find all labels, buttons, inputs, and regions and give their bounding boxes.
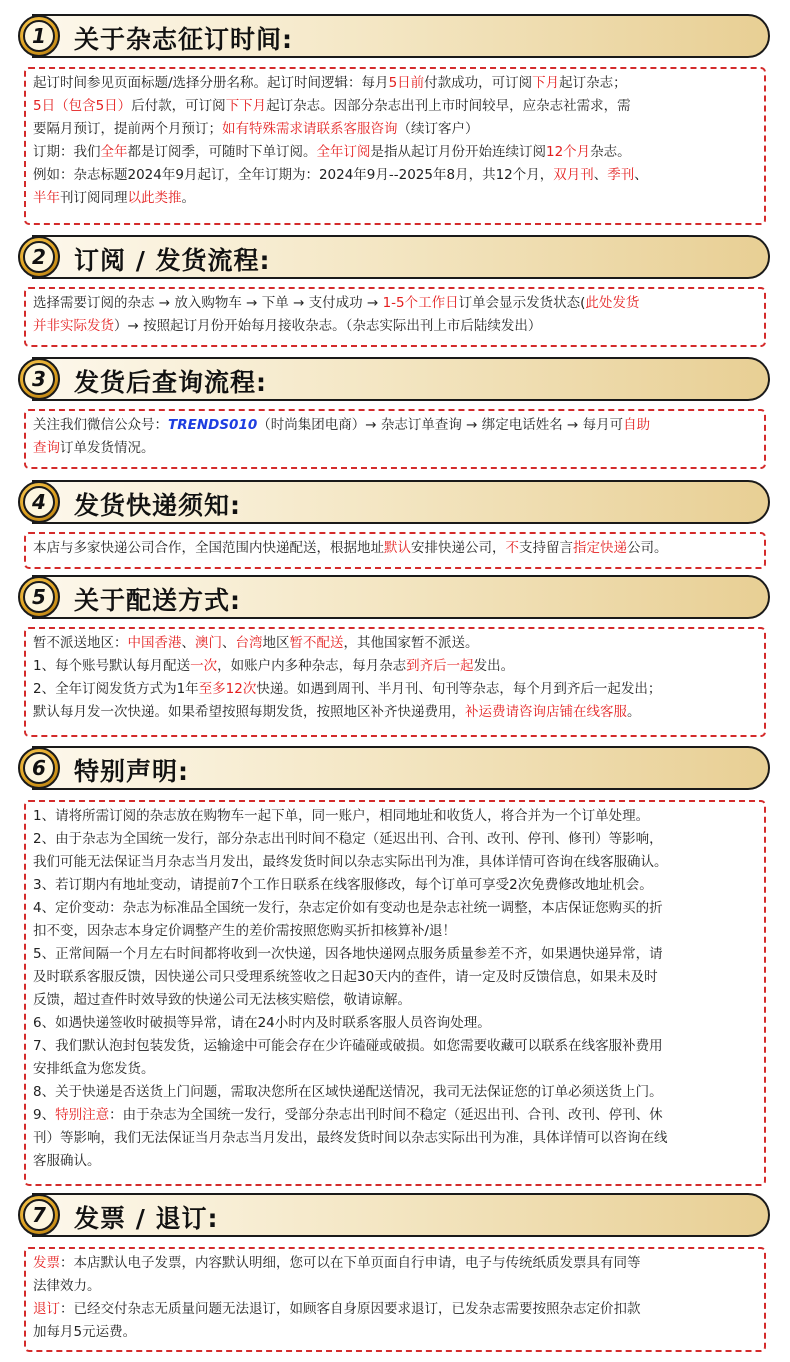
highlight-text: 季刊 [607,167,635,183]
section-header [18,746,770,790]
body-text: 选择需要订阅的杂志 → 放入购物车 → 下单 → 支付成功 → [33,295,383,311]
highlight-text: 全年订阅 [316,144,371,160]
highlight-text: 自助 [623,417,651,433]
highlight-text: 并非实际发货 [33,318,114,334]
text-line [33,678,757,701]
text-line [33,851,757,874]
text-line [33,1104,757,1127]
highlight-text: 下下月 [225,98,267,114]
highlight-text: 一次 [190,658,218,674]
wechat-account-name: TRENDS010 [168,417,258,433]
section-number: 7 [23,1199,55,1231]
highlight-text: 暂不配送 [289,635,344,651]
section-title: 发票 / 退订: [74,1204,219,1233]
section-header [18,1193,770,1237]
body-text: 4、定价变动：杂志为标准品全国统一发行，杂志定价如有变动也是杂志社统一调整，本店保证您购买的折 [33,900,663,916]
body-text: 3、若订期内有地址变动，请提前7个工作日联系在线客服修改，每个订单可享受2次免费修改地址机会。 [33,877,653,893]
text-line [33,414,757,437]
content-box [24,409,766,469]
body-text: 加每月5元运费。 [33,1324,137,1340]
body-text: 起订杂志。因部分杂志出刊上市时间较早，应杂志社需求，需 [266,98,631,114]
highlight-text: 如有特殊需求请联系客服咨询 [222,121,398,137]
section-title: 特别声明: [74,757,189,786]
body-text: 订单发货情况。 [60,440,155,456]
highlight-text: 12个月 [546,144,591,160]
body-text: 地区 [262,635,290,651]
body-text: 关注我们微信公众号： [33,417,168,433]
section-header [18,575,770,619]
text-line [33,989,757,1012]
section-header [18,357,770,401]
highlight-text: 退订 [33,1301,60,1317]
body-text: 本店与多家快递公司合作，全国范围内快递配送，根据地址 [33,540,384,556]
body-text: 7、我们默认泡封包装发货，运输途中可能会存在少许磕碰或破损。如您需要收藏可以联系在线客服补费用 [33,1038,663,1054]
body-text: 。 [181,190,195,206]
text-line [33,1012,757,1035]
highlight-text: 台湾 [235,635,263,651]
body-text: ，如账户内多种杂志，每月杂志 [217,658,407,674]
body-text: 要隔月预订，提前两个月预订； [33,121,222,137]
highlight-text: 查询 [33,440,60,456]
text-line [33,805,757,828]
text-line [33,966,757,989]
body-text: 支持留言 [519,540,573,556]
number-badge-icon [18,747,60,789]
text-line [33,1127,757,1150]
section-number: 5 [23,581,55,613]
body-text: 、 [181,635,195,651]
section-number: 3 [23,363,55,395]
text-line [33,920,757,943]
text-line [33,1081,757,1104]
text-line [33,292,757,315]
body-text: ：本店默认电子发票，内容默认明细，您可以在下单页面自行申请，电子与传统纸质发票具有同等 [60,1255,641,1271]
text-line [33,164,757,187]
body-text: 1、请将所需订阅的杂志放在购物车一起下单，同一账户，相同地址和收货人，将合并为一个订单处理。 [33,808,650,824]
text-line [33,701,757,724]
section-title: 发货快递须知: [74,491,241,520]
body-text: 2、全年订阅发货方式为1年 [33,681,199,697]
section-number: 1 [23,20,55,52]
section-title: 关于杂志征订时间: [74,25,293,54]
highlight-text: 5日（包含5日） [33,98,132,114]
body-text: 我们可能无法保证当月杂志当月发出，最终发货时间以杂志实际出刊为准，具体详情可咨询在线客服确认。 [33,854,668,870]
text-line [33,95,757,118]
text-line [33,1035,757,1058]
body-text: 客服确认。 [33,1153,101,1169]
number-badge-icon [18,236,60,278]
highlight-text: 中国香港 [127,635,182,651]
text-line [33,1252,757,1275]
text-line [33,537,757,560]
section-number: 4 [23,486,55,518]
body-text: 是指从起订月份开始连续订阅 [370,144,546,160]
body-text: 订期：我们 [33,144,101,160]
highlight-text: 默认 [384,540,411,556]
content-box [24,1247,766,1352]
text-line [33,655,757,678]
body-text: 起订杂志； [559,75,627,91]
text-line [33,1298,757,1321]
text-line [33,118,757,141]
body-text: 、 [593,167,608,183]
body-text: 。 [627,704,641,720]
number-badge-icon [18,1194,60,1236]
section-number: 2 [23,241,55,273]
body-text: 反馈，超过查件时效导致的快递公司无法核实赔偿，敬请谅解。 [33,992,411,1008]
highlight-text: 此处发货 [585,295,640,311]
body-text: 后付款，可订阅 [131,98,226,114]
body-text: 杂志。 [590,144,631,160]
text-line [33,315,757,338]
highlight-text: 5日前 [388,75,425,91]
content-box [24,67,766,225]
content-box [24,532,766,569]
highlight-text: 下月 [532,75,560,91]
body-text: 5、正常间隔一个月左右时间都将收到一次快递，因各地快递网点服务质量参差不齐，如果遇快递异常，请 [33,946,663,962]
highlight-text: 不 [505,540,519,556]
body-text: 安排纸盒为您发货。 [33,1061,155,1077]
body-text: 暂不派送地区： [33,635,128,651]
text-line [33,632,757,655]
text-line [33,1321,757,1344]
highlight-text: 半年 [33,190,60,206]
body-text: 快递。如遇到周刊、半月刊、旬刊等杂志，每个月到齐后一起发出； [256,681,662,697]
body-text: 8、关于快递是否送货上门问题，需取决您所在区域快递配送情况，我司无法保证您的订单必须送货上门。 [33,1084,663,1100]
highlight-text: 双月刊 [553,167,594,183]
section-title: 订阅 / 发货流程: [74,246,271,275]
body-text: 及时联系客服反馈，因快递公司只受理系统签收之日起30天内的查件，请一定及时反馈信息，如果未及时 [33,969,658,985]
highlight-text: 至多12次 [198,681,257,697]
body-text: （续订客户） [397,121,479,137]
body-text: 安排快递公司， [411,540,506,556]
section-header [18,235,770,279]
body-text: 法律效力。 [33,1278,101,1294]
section-number: 6 [23,752,55,784]
body-text: ，其他国家暂不派送。 [343,635,479,651]
section-header [18,480,770,524]
body-text: 刊订阅同理 [60,190,128,206]
text-line [33,897,757,920]
body-text: 9、 [33,1107,56,1123]
text-line [33,943,757,966]
body-text: 发出。 [473,658,515,674]
text-line [33,437,757,460]
body-text: 起订时间参见页面标题/选择分册名称。起订时间逻辑：每月 [33,75,389,91]
highlight-text: 澳门 [195,635,222,651]
body-text: 扣不变，因杂志本身定价调整产生的差价需按照您购买折扣核算补/退！ [33,923,457,939]
text-line [33,1275,757,1298]
body-text: 都是订阅季，可随时下单订阅。 [127,144,317,160]
number-badge-icon [18,358,60,400]
body-text: 2、由于杂志为全国统一发行，部分杂志出刊时间不稳定（延迟出刊、合刊、改刊、停刊、修刊）等影响， [33,831,663,847]
text-line [33,141,757,164]
body-text: 6、如遇快递签收时破损等异常，请在24小时内及时联系客服人员咨询处理。 [33,1015,491,1031]
number-badge-icon [18,576,60,618]
content-box [24,627,766,737]
content-box [24,800,766,1186]
section-title: 发货后查询流程: [74,368,267,397]
text-line [33,1150,757,1173]
highlight-text: 指定快递 [573,540,627,556]
body-text: 、 [222,635,236,651]
content-box [24,287,766,347]
text-line [33,187,757,210]
highlight-text: 发票 [33,1255,60,1271]
number-badge-icon [18,481,60,523]
highlight-text: 以此类推 [127,190,182,206]
highlight-text: 到齐后一起 [406,658,474,674]
body-text: 例如：杂志标题2024年9月起订，全年订期为：2024年9月--2025年8月，共12个月， [33,167,554,183]
highlight-text: 1-5个工作日 [382,295,459,311]
highlight-text: 全年 [100,144,128,160]
body-text: 1、每个账号默认每月配送 [33,658,191,674]
section-header [18,14,770,58]
highlight-text: 特别注意 [55,1107,110,1123]
highlight-text: 补运费请咨询店铺在线客服 [465,704,627,720]
section-title: 关于配送方式: [74,586,241,615]
text-line [33,72,757,95]
body-text: ）→ 按照起订月份开始每月接收杂志。（杂志实际出刊上市后陆续发出） [114,318,542,334]
body-text: ：已经交付杂志无质量问题无法退订，如顾客自身原因要求退订，已发杂志需要按照杂志定价扣款 [60,1301,641,1317]
number-badge-icon [18,15,60,57]
text-line [33,1058,757,1081]
text-line [33,874,757,897]
body-text: 刊）等影响，我们无法保证当月杂志当月发出，最终发货时间以杂志实际出刊为准，具体详情可以咨询在线 [33,1130,668,1146]
body-text: 付款成功，可订阅 [424,75,533,91]
body-text: （时尚集团电商）→ 杂志订单查询 → 绑定电话姓名 → 每月可 [257,417,624,433]
body-text: 默认每月发一次快递。如果希望按照每期发货，按照地区补齐快递费用， [33,704,465,720]
body-text: 订单会显示发货状态( [458,295,586,311]
body-text: ：由于杂志为全国统一发行，受部分杂志出刊时间不稳定（延迟出刊、合刊、改刊、停刊、休 [109,1107,663,1123]
body-text: 公司。 [627,540,668,556]
body-text: 、 [634,167,648,183]
text-line [33,828,757,851]
